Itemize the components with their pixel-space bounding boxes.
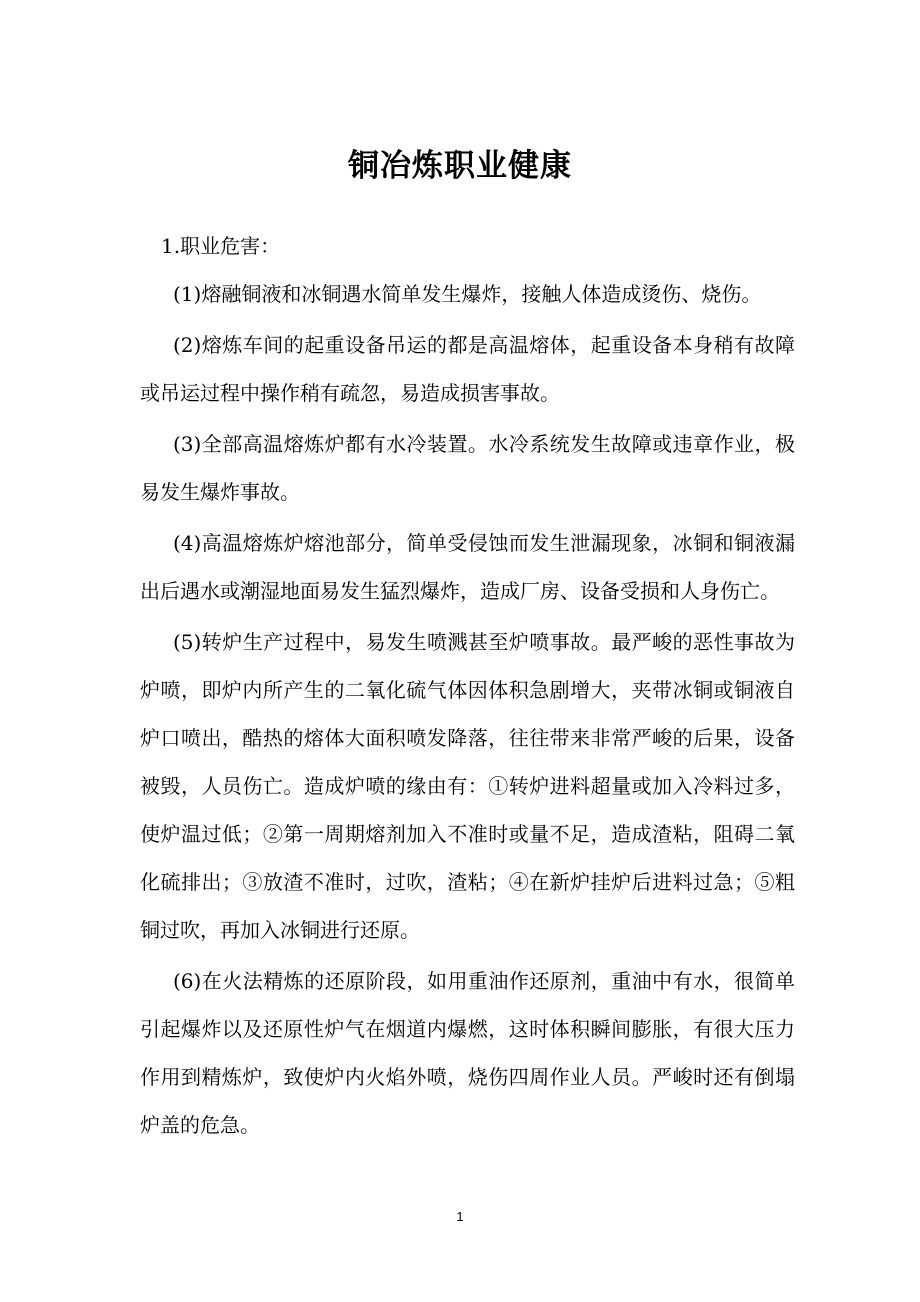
page-number: 1	[456, 1209, 464, 1224]
paragraph-1: (1)熔融铜液和冰铜遇水简单发生爆炸，接触人体造成烫伤、烧伤。	[173, 282, 762, 306]
paragraph-5: (5)转炉生产过程中，易发生喷溅甚至炉喷事故。最严峻的恶性事故为炉喷，即炉内所产生的二氧化硫气体因体积急剧增大，夹带冰铜或铜液自炉口喷出，酷热的熔体大面积喷发降落，往往带来非常严峻的后果，设备被毁，人员伤亡。造成炉喷的缘由有：①转炉进料超量或加入冷料过多，使炉温过低；②第一周期熔剂加入不准时或量不足，造成渣粘，阻碍二氧化硫排出；③放渣不准时，过吹，渣粘；④在新炉挂炉后进料过急；⑤粗铜过吹，再加入冰铜进行还原。	[140, 630, 795, 942]
document-title: 铜冶炼职业健康	[348, 148, 572, 184]
section-heading: 1.职业危害：	[161, 234, 281, 258]
document-body	[140, 222, 795, 1152]
paragraph-6: (6)在火法精炼的还原阶段，如用重油作还原剂，重油中有水，很简单引起爆炸以及还原性炉气在烟道内爆燃，这时体积瞬间膨胀，有很大压力作用到精炼炉，致使炉内火焰外喷，烧伤四周作业人员。严峻时还有倒塌炉盖的危急。	[140, 969, 795, 1137]
paragraph-2: (2)熔炼车间的起重设备吊运的都是高温熔体，起重设备本身稍有故障或吊运过程中操作稍有疏忽，易造成损害事故。	[140, 333, 795, 405]
paragraph-3: (3)全部高温熔炼炉都有水冷装置。水冷系统发生故障或违章作业，极易发生爆炸事故。	[140, 432, 795, 504]
paragraph-4: (4)高温熔炼炉熔池部分，简单受侵蚀而发生泄漏现象，冰铜和铜液漏出后遇水或潮湿地面易发生猛烈爆炸，造成厂房、设备受损和人身伤亡。	[140, 531, 795, 603]
